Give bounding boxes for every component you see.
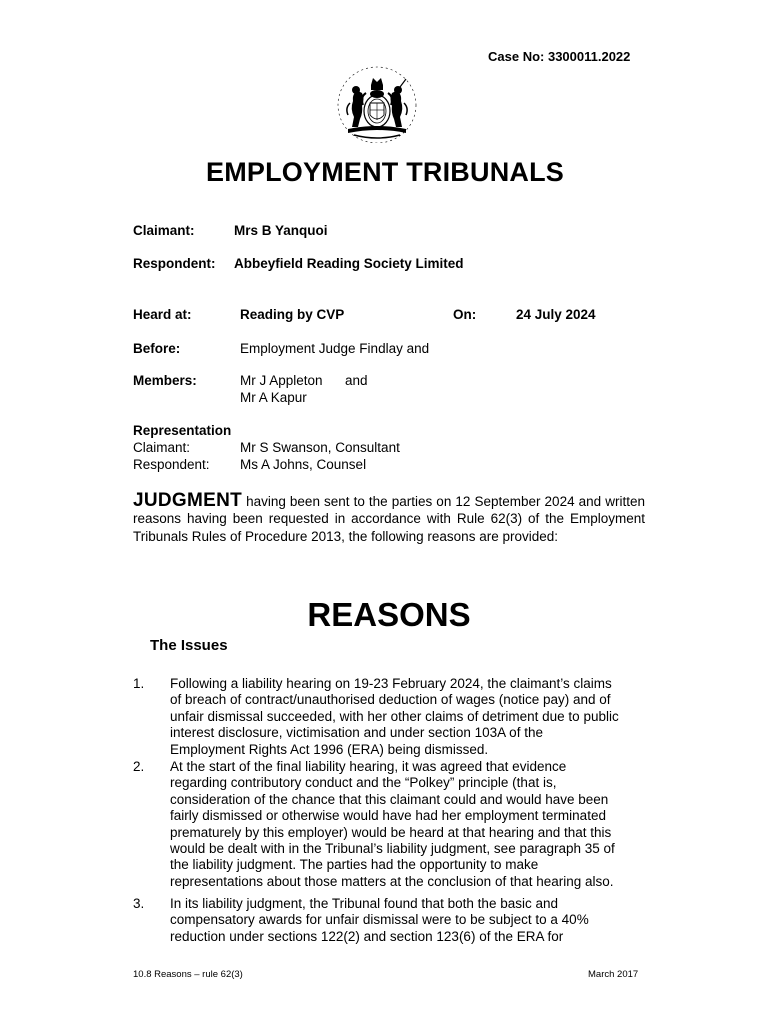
- members-label: Members:: [133, 373, 197, 388]
- paragraph-line: In its liability judgment, the Tribunal found that both the basic and: [170, 896, 558, 911]
- issues-heading: The Issues: [150, 637, 228, 654]
- case-number: Case No: 3300011.2022: [488, 49, 631, 64]
- rep-claimant-label: Claimant:: [133, 440, 191, 455]
- before-label: Before:: [133, 341, 181, 356]
- rep-claimant-value: Mr S Swanson, Consultant: [240, 440, 400, 455]
- paragraph-line: the liability judgment. The parties had the opportunity to make: [170, 857, 539, 873]
- paragraph-number: 3.: [133, 896, 145, 911]
- claimant-label: Claimant:: [133, 223, 195, 238]
- footer-date: March 2017: [588, 969, 639, 980]
- paragraph-line: of breach of contract/unauthorised deduction of wages (notice pay) and of: [170, 692, 611, 708]
- document-title: EMPLOYMENT TRIBUNALS: [206, 157, 564, 187]
- hearing-date: 24 July 2024: [516, 307, 596, 322]
- member-1: Mr J Appleton: [240, 373, 323, 388]
- judge-name: Employment Judge Findlay and: [240, 341, 430, 356]
- paragraph-text: [170, 896, 650, 945]
- respondent-label: Respondent:: [133, 256, 216, 271]
- member-and: and: [345, 373, 368, 388]
- rep-respondent-label: Respondent:: [133, 457, 210, 472]
- paragraph-number: 1.: [133, 676, 145, 691]
- heard-at-value: Reading by CVP: [240, 307, 345, 322]
- paragraph-line: fairly dismissed or otherwise would have had her employment terminated: [170, 808, 606, 824]
- paragraph-text: [170, 676, 650, 758]
- judgment-lead: JUDGMENT: [133, 490, 243, 511]
- paragraph-line: representations about those matters at the conclusion of that hearing also.: [170, 873, 614, 889]
- paragraph-line: Following a liability hearing on 19-23 February 2024, the claimant’s claims: [170, 676, 612, 691]
- rep-respondent-value: Ms A Johns, Counsel: [240, 457, 367, 472]
- on-label: On:: [453, 307, 477, 322]
- judgment-paragraph: [133, 492, 645, 545]
- claimant-name: Mrs B Yanquoi: [234, 223, 328, 238]
- paragraph-line: regarding contributory conduct and the “Polkey” principle (that is,: [170, 775, 557, 791]
- royal-coat-of-arms-icon: [336, 63, 418, 143]
- paragraph-line: unfair dismissal succeeded, with her other claims of detriment due to public: [170, 708, 619, 724]
- paragraph-line: At the start of the final liability hearing, it was agreed that evidence: [170, 759, 567, 774]
- paragraph-line: prematurely by this employer) would be heard at that hearing and that this: [170, 824, 612, 840]
- heard-at-label: Heard at:: [133, 307, 192, 322]
- paragraph-line: consideration of the chance that this claimant could and would have been: [170, 791, 609, 807]
- paragraph-line: interest disclosure, victimisation and under section 103A of the: [170, 725, 543, 741]
- member-2: Mr A Kapur: [240, 390, 307, 405]
- respondent-name: Abbeyfield Reading Society Limited: [234, 256, 464, 271]
- paragraph-line: reduction under sections 122(2) and section 123(6) of the ERA for: [170, 928, 564, 944]
- paragraph-text: [170, 759, 650, 890]
- paragraph-line: Employment Rights Act 1996 (ERA) being dismissed.: [170, 741, 489, 757]
- judgment-text: having been sent to the parties on 12 September 2024 and written reasons having been requested in accordance with Rule 62(3) of the Employment Tribunals Rules of Procedure 2013, the following reasons are provided:: [133, 494, 645, 544]
- paragraph-number: 2.: [133, 759, 145, 774]
- paragraph-line: would be dealt with in the Tribunal’s liability judgment, see paragraph 35 of: [170, 840, 615, 856]
- paragraph-line: compensatory awards for unfair dismissal were to be subject to a 40%: [170, 912, 589, 928]
- representation-heading: Representation: [133, 423, 232, 438]
- reasons-heading: REASONS: [307, 596, 471, 633]
- footer-form-ref: 10.8 Reasons – rule 62(3): [133, 969, 243, 980]
